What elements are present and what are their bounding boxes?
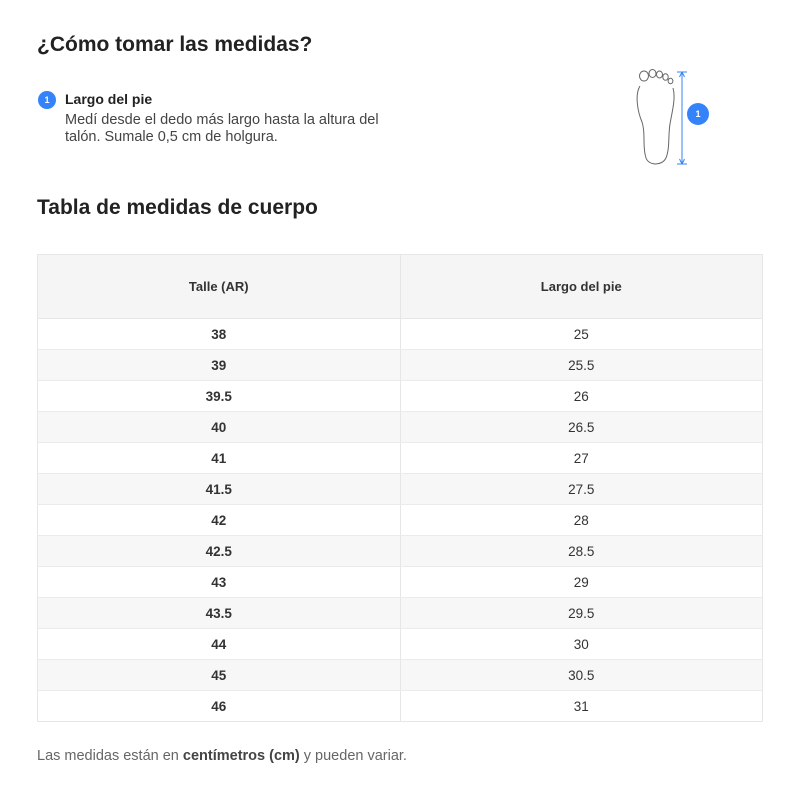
footnote-text-after: y pueden variar. bbox=[299, 748, 407, 764]
length-cell: 27 bbox=[400, 443, 762, 474]
how-to-measure-title: ¿Cómo tomar las medidas? bbox=[37, 33, 313, 56]
size-cell: 40 bbox=[38, 412, 400, 443]
length-cell: 29 bbox=[400, 567, 762, 598]
step-number-badge: 1 bbox=[38, 91, 56, 109]
size-cell: 44 bbox=[38, 629, 400, 660]
table-row bbox=[38, 350, 762, 381]
footnote-units: centímetros (cm) bbox=[182, 748, 300, 764]
table-row bbox=[38, 691, 762, 722]
length-cell: 30.5 bbox=[400, 660, 762, 691]
table-row bbox=[38, 598, 762, 629]
size-cell: 42 bbox=[38, 505, 400, 536]
length-cell: 27.5 bbox=[400, 474, 762, 505]
size-cell: 45 bbox=[38, 660, 400, 691]
size-cell: 42.5 bbox=[38, 536, 400, 567]
table-row bbox=[38, 319, 762, 350]
foot-illustration bbox=[630, 66, 712, 170]
size-cell: 43 bbox=[38, 567, 400, 598]
size-table bbox=[37, 254, 763, 722]
column-header-foot-length: Largo del pie bbox=[400, 255, 762, 319]
foot-marker-label: 1 bbox=[695, 109, 701, 119]
step-title: Largo del pie bbox=[65, 91, 153, 107]
length-cell: 30 bbox=[400, 629, 762, 660]
length-cell: 26.5 bbox=[400, 412, 762, 443]
table-row bbox=[38, 505, 762, 536]
length-cell: 25.5 bbox=[400, 350, 762, 381]
table-row bbox=[38, 567, 762, 598]
size-cell: 38 bbox=[38, 319, 400, 350]
table-row bbox=[38, 381, 762, 412]
size-table-title: Tabla de medidas de cuerpo bbox=[37, 196, 318, 219]
units-footnote bbox=[37, 748, 407, 764]
size-cell: 39 bbox=[38, 350, 400, 381]
table-row bbox=[38, 536, 762, 567]
footnote-text-before: Las medidas están en bbox=[37, 748, 183, 764]
table-row bbox=[38, 629, 762, 660]
size-cell: 46 bbox=[38, 691, 400, 722]
length-cell: 31 bbox=[573, 698, 589, 714]
table-row bbox=[38, 443, 762, 474]
table-row bbox=[38, 474, 762, 505]
length-cell: 25 bbox=[400, 319, 762, 350]
length-cell: 29.5 bbox=[400, 598, 762, 629]
size-cell: 39.5 bbox=[38, 381, 400, 412]
length-cell: 28 bbox=[400, 505, 762, 536]
table-row bbox=[38, 660, 762, 691]
table-header-row bbox=[38, 255, 762, 319]
size-cell: 41 bbox=[38, 443, 400, 474]
step-description: Medí desde el dedo más largo hasta la altura del talón. Sumale 0,5 cm de holgura. bbox=[65, 112, 379, 145]
size-cell: 41.5 bbox=[38, 474, 400, 505]
table-row bbox=[38, 412, 762, 443]
length-cell: 26 bbox=[400, 381, 762, 412]
column-header-size: Talle (AR) bbox=[38, 255, 400, 319]
length-cell: 28.5 bbox=[400, 536, 762, 567]
size-cell: 43.5 bbox=[38, 598, 400, 629]
